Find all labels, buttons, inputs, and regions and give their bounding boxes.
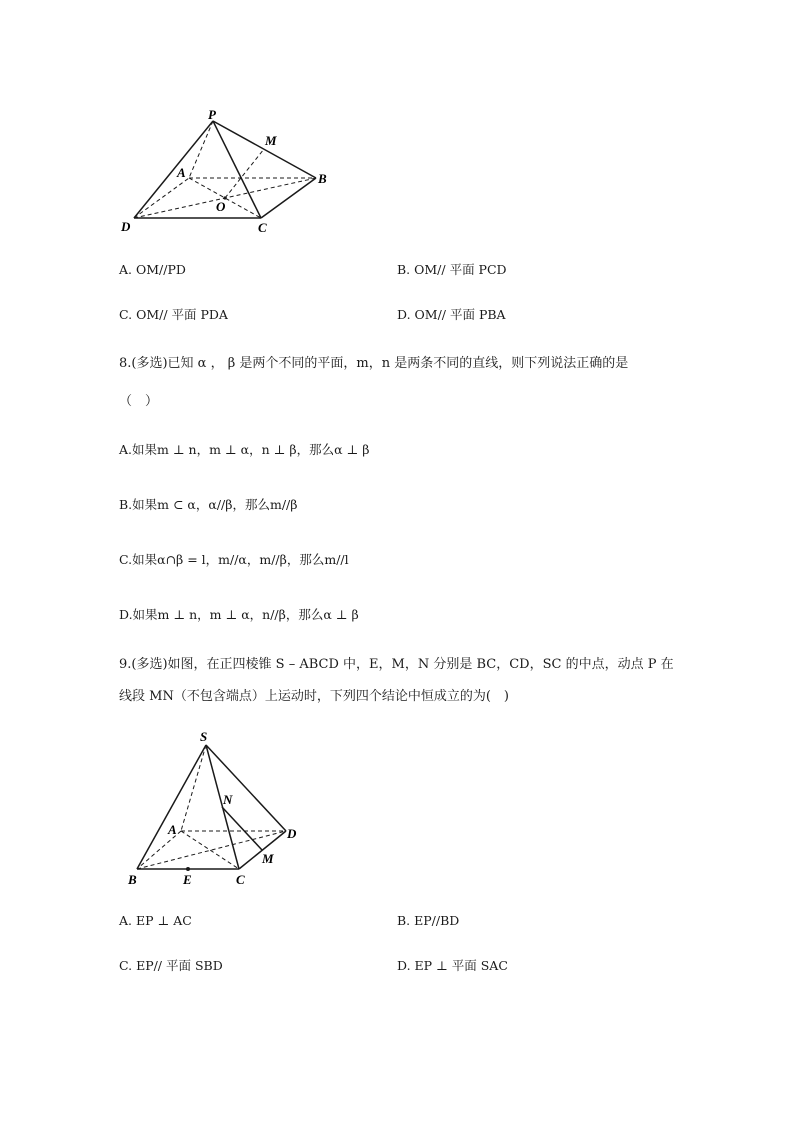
figure-pyramid-p-abcd [110, 100, 350, 240]
edge-sa [181, 745, 206, 831]
label-c: C [258, 220, 267, 235]
label-b: B [318, 171, 327, 186]
q9-stem-line2: 线段 MN（不包含端点）上运动时，下列四个结论中恒成立的为( ) [119, 689, 509, 704]
label-o: O [216, 199, 226, 214]
q9-option-c: C. EP// 平面 SBD [119, 958, 223, 973]
label-p: P [208, 107, 216, 122]
label-e: E [183, 872, 192, 887]
edge-pa [189, 121, 213, 178]
edge-sb [137, 745, 206, 869]
figure-pyramid-s-abcd [120, 722, 310, 892]
label-a: A [168, 822, 177, 837]
q9-stem-line1: 9.(多选)如图，在正四棱锥 S – ABCD 中，E，M，N 分别是 BC，CD，SC 的中点，动点 P 在 [119, 657, 674, 672]
q8-option-b: B.如果m ⊂ α，α//β，那么m//β [119, 497, 298, 512]
label-d: D [287, 826, 297, 841]
label-a: A [177, 165, 186, 180]
q8-option-d: D.如果m ⊥ n，m ⊥ α，n//β，那么α ⊥ β [119, 607, 359, 622]
label-c: C [236, 872, 245, 887]
label-b: B [128, 872, 137, 887]
label-d: D [121, 219, 131, 234]
q9-option-d: D. EP ⊥ 平面 SAC [397, 958, 508, 973]
label-m: M [265, 133, 277, 148]
q9-option-b: B. EP//BD [397, 913, 460, 928]
label-m: M [262, 851, 274, 866]
q8-option-c: C.如果α∩β = l，m//α，m//β，那么m//l [119, 552, 349, 567]
edge-pb [213, 121, 316, 178]
q7-option-d: D. OM// 平面 PBA [397, 307, 506, 322]
q7-option-b: B. OM// 平面 PCD [397, 262, 507, 277]
q7-option-a: A. OM//PD [119, 262, 186, 277]
label-n: N [223, 792, 233, 807]
label-s: S [200, 729, 208, 744]
q8-option-a: A.如果m ⊥ n，m ⊥ α，n ⊥ β，那么α ⊥ β [119, 442, 370, 457]
q7-option-c: C. OM// 平面 PDA [119, 307, 228, 322]
edge-cb [261, 178, 316, 218]
q9-option-a: A. EP ⊥ AC [119, 913, 192, 928]
edge-pd [134, 121, 213, 218]
q8-stem-line1: 8.(多选)已知 α ， β 是两个不同的平面，m，n 是两条不同的直线，则下列说法正确的是 [119, 356, 629, 371]
q8-stem-line2: （ ） [119, 394, 159, 409]
